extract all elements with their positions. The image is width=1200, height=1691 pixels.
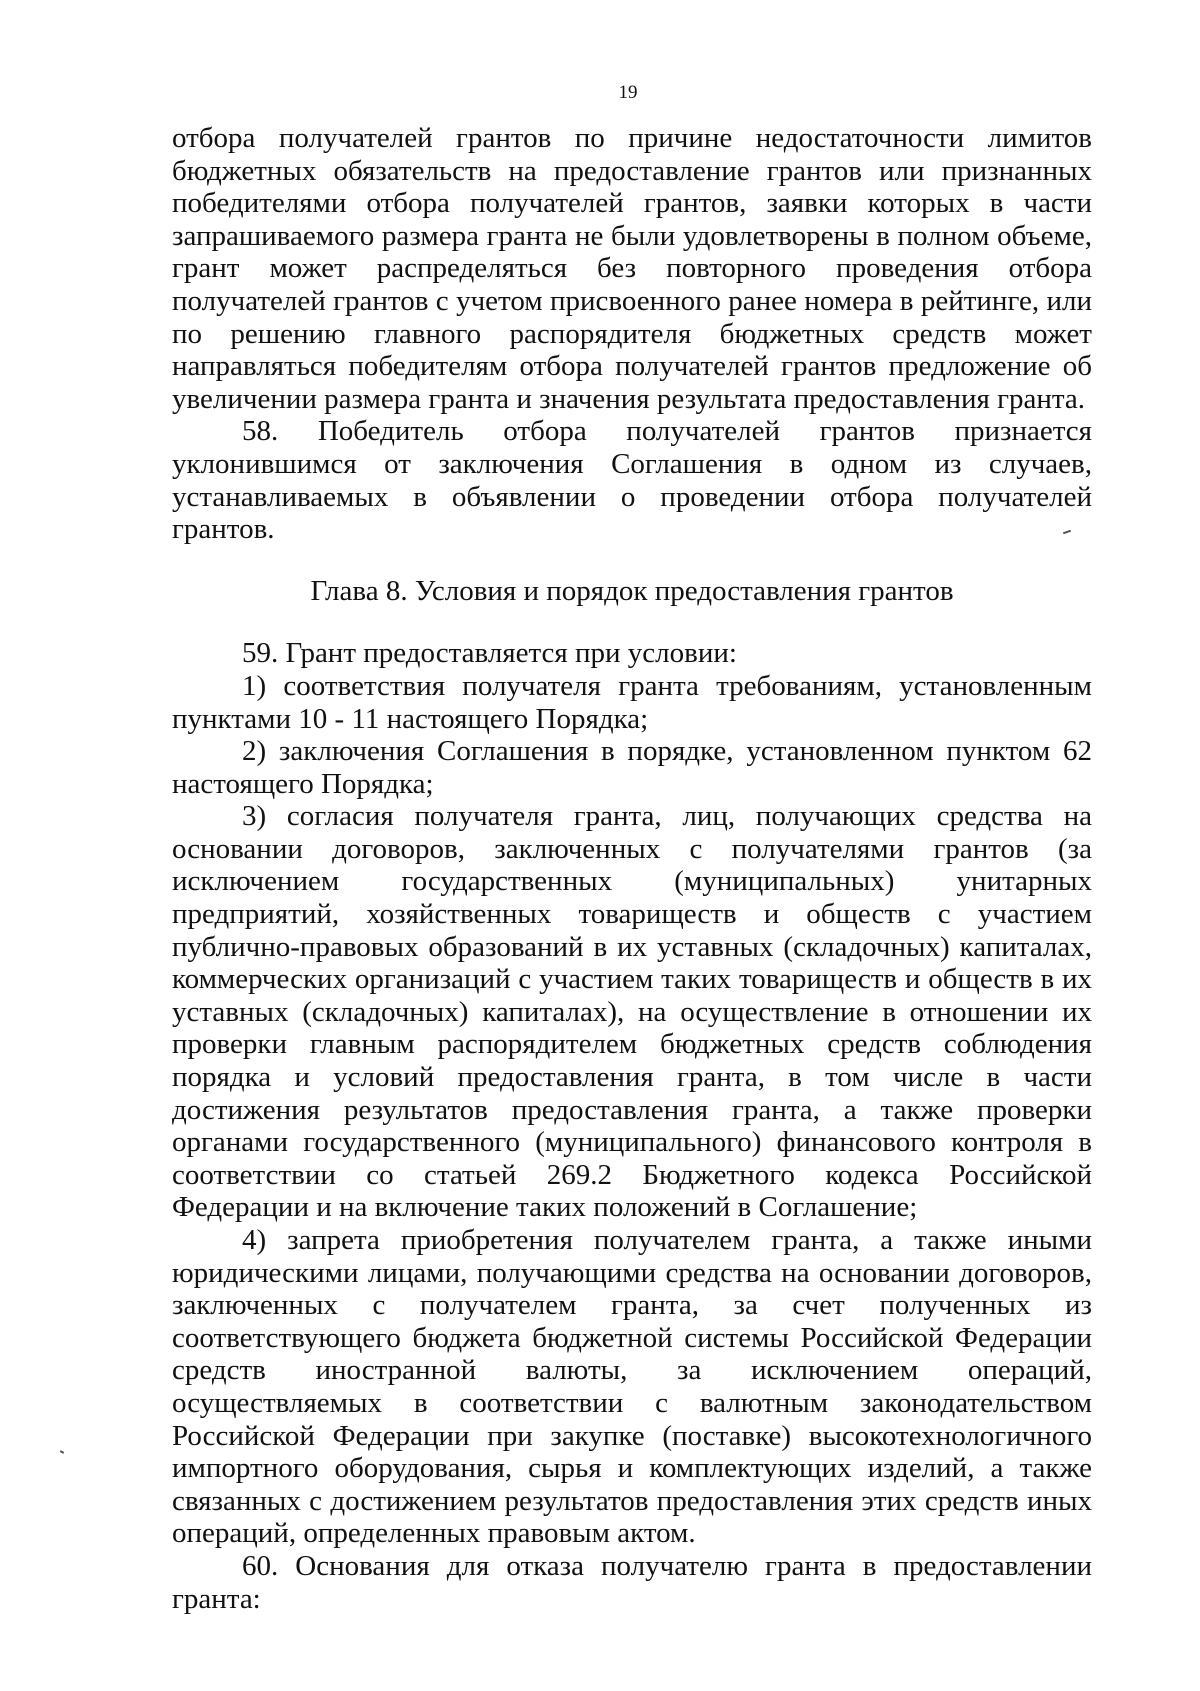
paragraph-59-item-1: 1) соответствия получателя гранта требованиям, установленным пунктами 10 - 11 настоящего Порядка; — [172, 669, 1092, 735]
paragraph-59-item-2: 2) заключения Соглашения в порядке, установленном пунктом 62 настоящего Порядка; — [172, 735, 1092, 800]
paragraph-60: 60. Основания для отказа получателю гранта в предоставлении гранта: — [172, 1549, 1092, 1615]
paragraph-59-item-3: 3) согласия получателя гранта, лиц, получающих средства на основании договоров, заключенных с получателями грантов (за исключением государственных (муниципальных) унитарных предприятий, хозяйственных товариществ и обществ с участием публично-правовых образований в их уставных (складочных) капиталах, коммерческих организаций с участием таких товариществ и обществ в их уставных (складочных) капиталах), на осуществление в отношении их проверки главным распорядителем бюджетных средств соблюдения порядка и условий предоставления гранта, в том числе в части достижения результатов предоставления гранта, а также проверки органами государственного (муниципального) финансового контроля в соответствии со статьей 269.2 Бюджетного кодекса Российской Федерации и на включение таких положений в Соглашение; — [172, 800, 1092, 1224]
paragraph-continued: отбора получателей грантов по причине недостаточности лимитов бюджетных обязательств на предоставление грантов или признанных победителями отбора получателей грантов, заявки которых в части запрашиваемого размера гранта не были удовлетворены в полном объеме, грант может распределяться без повторного проведения отбора получателей грантов с учетом присвоенного ранее номера в рейтинге, или по решению главного распорядителя бюджетных средств может направляться победителям отбора получателей грантов предложение об увеличении размера гранта и значения результата предоставления гранта. — [172, 122, 1092, 415]
paragraph-59: 59. Грант предоставляется при условии: — [242, 637, 737, 670]
paragraph-59-item-4: 4) запрета приобретения получателем гранта, а также иными юридическими лицами, получающими средства на основании договоров, заключенных с получателем гранта, за счет полученных из соответствующего бюджета бюджетной системы Российской Федерации средств иностранной валюты, за исключением операций, осуществляемых в соответствии с валютным законодательством Российской Федерации при закупке (поставке) высокотехнологичного импортного оборудования, сырья и комплектующих изделий, а также связанных с достижением результатов предоставления этих средств иных операций, определенных правовым актом. — [172, 1224, 1092, 1550]
paragraph-58: 58. Победитель отбора получателей грантов признается уклонившимся от заключения Соглашения в одном из случаев, устанавливаемых в объявлении о проведении отбора получателей грантов. — [172, 415, 1092, 546]
chapter-heading: Глава 8. Условия и порядок предоставления грантов — [310, 574, 954, 607]
document-body — [172, 122, 1092, 1615]
scan-speck — [60, 1450, 64, 1454]
page-number: 19 — [618, 82, 638, 103]
